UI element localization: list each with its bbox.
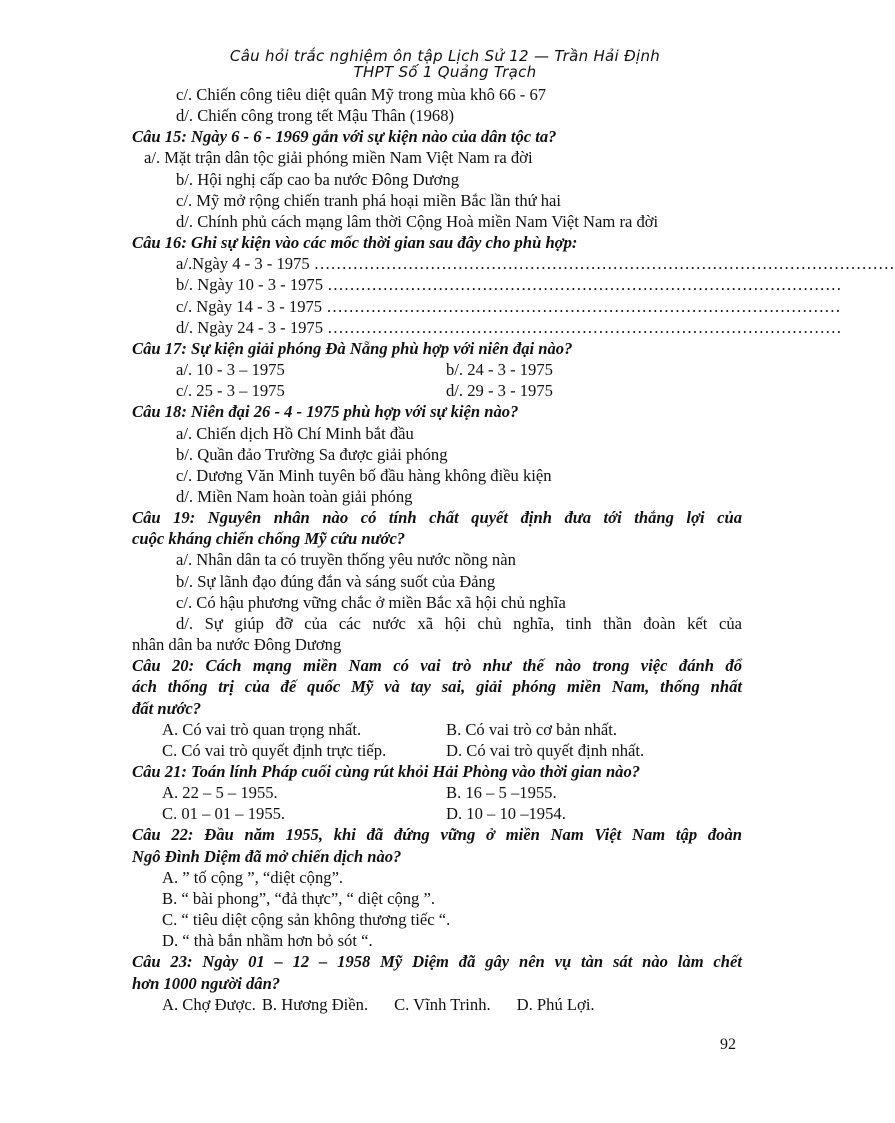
option-row: [132, 380, 742, 401]
option-line: D. “ thà bắn nhầm hơn bỏ sót “.: [162, 931, 373, 951]
question-23: Câu 23: Ngày 01 – 12 – 1958 Mỹ Diệm đã gây nên vụ tàn sát nào làm chết: [132, 952, 742, 972]
date-label: d/. Ngày 24 - 3 - 1975: [176, 317, 328, 337]
option-b: B. Có vai trò cơ bản nhất.: [446, 719, 617, 739]
option-d: D. Phú Lợi.: [516, 994, 595, 1014]
option-line: b/. Sự lãnh đạo đúng đắn và sáng suốt của Đảng: [176, 571, 496, 591]
option-row: [132, 994, 742, 1015]
option-line: C. “ tiêu diệt cộng sản không thương tiếc “.: [162, 910, 451, 930]
question-23-cont: hơn 1000 người dân?: [132, 973, 281, 993]
question-21: Câu 21: Toán lính Pháp cuối cùng rút khỏi Hải Phòng vào thời gian nào?: [132, 762, 641, 781]
option-line: d/. Sự giúp đỡ của các nước xã hội chủ nghĩa, tinh thần đoàn kết của: [176, 613, 742, 633]
page-header: [150, 48, 740, 80]
option-line: d/. Chính phủ cách mạng lâm thời Cộng Hoà miền Nam Việt Nam ra đời: [176, 211, 659, 231]
dotted-blank: …………………………………………………………………………………: [327, 275, 842, 295]
option-c: C. Vĩnh Trinh.: [394, 994, 491, 1014]
option-line: a/. Chiến dịch Hồ Chí Minh bắt đầu: [176, 423, 414, 443]
option-line: A. ” tố cộng ”, “diệt cộng”.: [162, 867, 344, 887]
question-22-cont: Ngô Đình Diệm đã mở chiến dịch nào?: [132, 846, 402, 866]
dotted-blank: …………………………………………………………………………………: [326, 296, 841, 316]
option-line-cont: nhân dân ba nước Đông Dương: [132, 635, 342, 655]
question-17: Câu 17: Sự kiện giải phóng Đà Nẵng phù hợp với niên đại nào?: [132, 338, 573, 358]
option-line: B. “ bài phong”, “đả thực”, “ diệt cộng ”.: [162, 888, 436, 908]
option-line: c/. Dương Văn Minh tuyên bố đầu hàng không điều kiện: [176, 465, 552, 485]
question-15: Câu 15: Ngày 6 - 6 - 1969 gắn với sự kiện nào của dân tộc ta?: [132, 127, 557, 147]
question-16: Câu 16: Ghi sự kiện vào các mốc thời gian sau đây cho phù hợp:: [132, 233, 578, 253]
option-row: [132, 803, 742, 824]
option-a: A. Chợ Được.: [162, 994, 256, 1014]
option-d: d/. 29 - 3 - 1975: [446, 381, 553, 401]
option-line: b/. Quần đảo Trường Sa được giải phóng: [176, 444, 448, 464]
option-row: [132, 359, 742, 380]
option-a: a/. 10 - 3 – 1975: [176, 360, 285, 380]
question-20-cont: đất nước?: [132, 698, 202, 718]
page-number: 92: [720, 1036, 736, 1053]
option-d: D. 10 – 10 –1954.: [446, 804, 566, 824]
document-body: [132, 84, 895, 1015]
question-18: Câu 18: Niên đại 26 - 4 - 1975 phù hợp với sự kiện nào?: [132, 402, 519, 422]
option-row: [132, 740, 742, 761]
header-school: THPT Số 1 Quảng Trạch: [353, 63, 537, 81]
question-20: Câu 20: Cách mạng miền Nam có vai trò như thế nào trong việc đánh đổ: [132, 656, 742, 676]
option-line: c/. Có hậu phương vững chắc ở miền Bắc xã hội chủ nghĩa: [176, 592, 566, 612]
option-c: C. Có vai trò quyết định trực tiếp.: [162, 740, 387, 760]
option-line: a/. Mặt trận dân tộc giải phóng miền Nam Việt Nam ra đời: [144, 148, 533, 168]
question-20-cont: ách thống trị của đế quốc Mỹ và tay sai, giải phóng miền Nam, thống nhất: [132, 677, 742, 697]
option-b: b/. 24 - 3 - 1975: [446, 360, 553, 380]
option-d: D. Có vai trò quyết định nhất.: [446, 740, 645, 760]
option-line: b/. Hội nghị cấp cao ba nước Đông Dương: [176, 169, 460, 189]
header-title: Câu hỏi trắc nghiệm ôn tập Lịch Sử 12 — Trần Hải Định: [229, 47, 661, 65]
fill-in-line: [132, 274, 842, 295]
dotted-blank: …………………………………………………………………………………: [327, 317, 842, 337]
option-c: C. 01 – 01 – 1955.: [162, 804, 286, 824]
option-b: B. Hương Điền.: [261, 994, 369, 1014]
date-label: c/. Ngày 14 - 3 - 1975: [176, 296, 327, 316]
option-b: B. 16 – 5 –1955.: [446, 783, 557, 803]
option-line: d/. Miền Nam hoàn toàn giải phóng: [176, 486, 413, 506]
question-19-cont: cuộc kháng chiến chống Mỹ cứu nước?: [132, 529, 406, 549]
option-line: c/. Chiến công tiêu diệt quân Mỹ trong mùa khô 66 - 67: [176, 85, 547, 104]
option-c: c/. 25 - 3 – 1975: [176, 381, 285, 401]
date-label: a/.Ngày 4 - 3 - 1975: [176, 254, 314, 274]
date-label: b/. Ngày 10 - 3 - 1975: [176, 275, 328, 295]
question-22: Câu 22: Đầu năm 1955, khi đã đứng vững ở miền Nam Việt Nam tập đoàn: [132, 825, 742, 845]
question-19: Câu 19: Nguyên nhân nào có tính chất quyết định đưa tới thắng lợi của: [132, 508, 742, 528]
option-a: A. 22 – 5 – 1955.: [162, 783, 278, 803]
option-line: d/. Chiến công trong tết Mậu Thân (1968): [176, 106, 455, 126]
fill-in-line: [132, 253, 895, 274]
option-row: [132, 719, 742, 740]
option-line: c/. Mỹ mở rộng chiến tranh phá hoại miền Bắc lần thứ hai: [176, 190, 562, 210]
option-a: A. Có vai trò quan trọng nhất.: [162, 719, 362, 739]
option-row: [132, 782, 742, 803]
option-line: a/. Nhân dân ta có truyền thống yêu nước nồng nàn: [176, 550, 516, 570]
dotted-blank: ……………………………………………………………………………………………: [313, 254, 895, 274]
fill-in-line: [132, 296, 841, 317]
fill-in-line: [132, 317, 842, 338]
